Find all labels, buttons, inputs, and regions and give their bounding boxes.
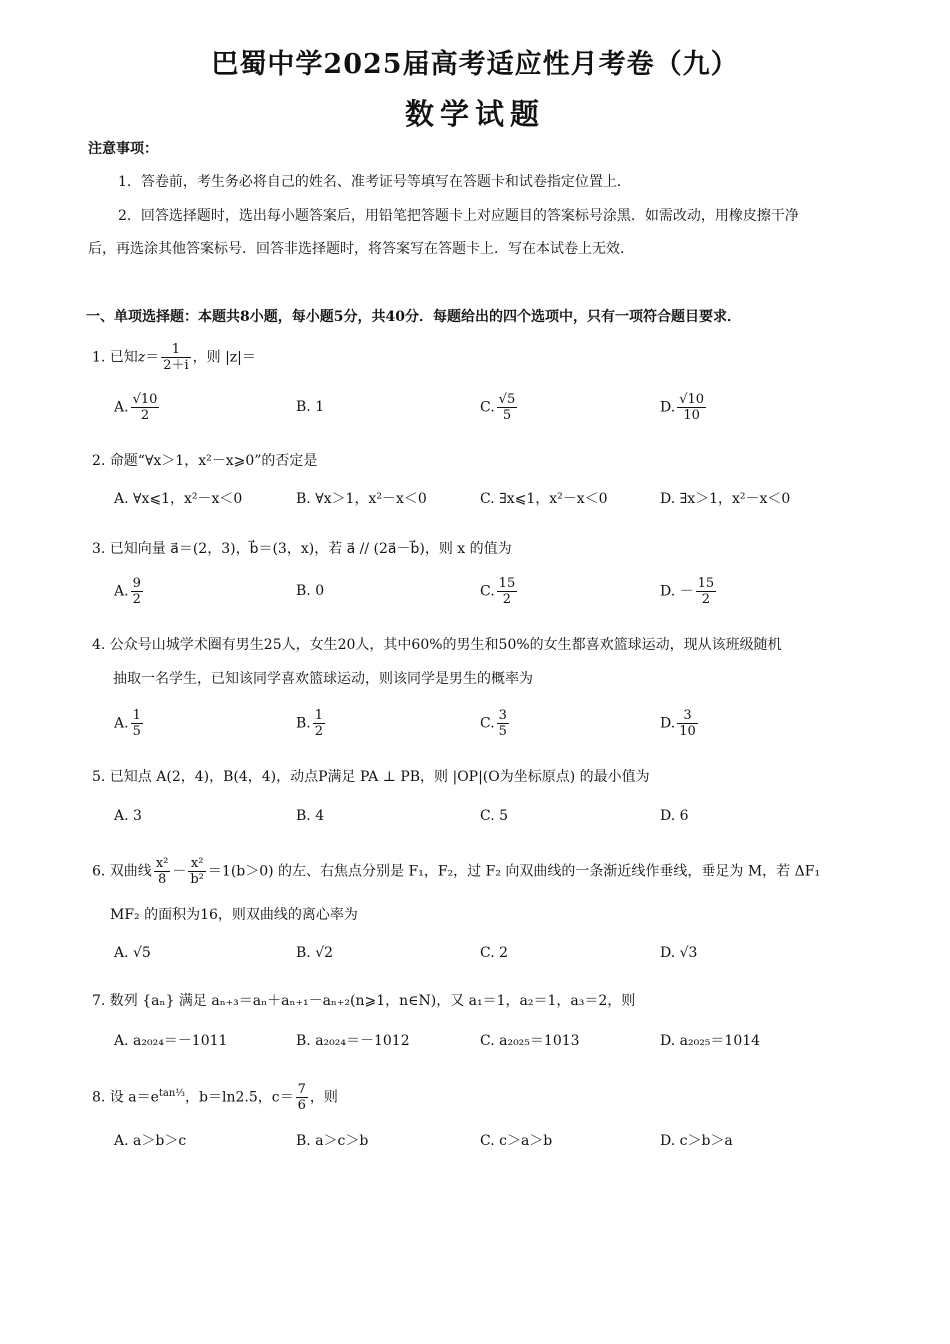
q8-option-b[interactable]: B. a＞c＞b bbox=[296, 1133, 369, 1149]
q8-option-a[interactable]: A. a＞b＞c bbox=[114, 1133, 187, 1149]
q1-option-b[interactable]: B. 1 bbox=[296, 399, 325, 415]
section-1-heading: 一、单项选择题：本题共8小题，每小题5分，共40分．每题给出的四个选项中，只有一项符合题目要求． bbox=[86, 309, 741, 325]
notice-item-2-line-1: 2．回答选择题时，选出每小题答案后，用铅笔把答题卡上对应题目的答案标号涂黑．如需改动，用橡皮擦干净 bbox=[118, 208, 799, 224]
q6-fraction-2: $\frac{\text{x²}}{\text{b²}}$ bbox=[190, 856, 204, 887]
question-4-line-2: 抽取一名学生，已知该同学喜欢篮球运动，则该同学是男生的概率为 bbox=[113, 671, 533, 687]
question-3: 3. 已知向量 a⃗＝(2，3)，b⃗＝(3，x)，若 a⃗ // (2a⃗－b⃗)，则 x 的值为 bbox=[92, 541, 512, 557]
q6-option-c[interactable]: C. 2 bbox=[480, 945, 509, 961]
q7-option-c[interactable]: C. a₂₀₂₅＝1013 bbox=[480, 1033, 580, 1049]
q4-option-b[interactable]: B. $\frac{1}{2}$ bbox=[296, 708, 324, 739]
q1-stem-b: ，则 |z|＝ bbox=[192, 349, 256, 366]
q8-option-d[interactable]: D. c＞b＞a bbox=[660, 1133, 733, 1149]
q7-option-a[interactable]: A. a₂₀₂₄＝－1011 bbox=[114, 1033, 228, 1049]
question-4-line-1: 4. 公众号山城学术圈有男生25人，女生20人，其中60%的男生和50%的女生都喜欢篮球运动，现从该班级随机 bbox=[92, 637, 782, 653]
q5-option-d[interactable]: D. 6 bbox=[660, 808, 689, 824]
question-1: 1. 已知z＝ $\frac{1}{2+i}$ ，则 |z|＝ bbox=[92, 342, 256, 373]
question-8 bbox=[92, 1082, 338, 1113]
exam-subtitle: 数学试题 bbox=[404, 97, 545, 131]
exam-title: 巴蜀中学2025届高考适应性月考卷（九） bbox=[211, 49, 739, 80]
q6-option-b[interactable]: B. √2 bbox=[296, 945, 334, 961]
q4-option-a[interactable]: A. $\frac{1}{5}$ bbox=[114, 708, 141, 739]
q3-option-b[interactable]: B. 0 bbox=[296, 583, 325, 599]
q5-option-c[interactable]: C. 5 bbox=[480, 808, 509, 824]
notice-item-1: 1．答卷前，考生务必将自己的姓名、准考证号等填写在答题卡和试卷指定位置上． bbox=[118, 174, 631, 190]
q8-stem-c: ，则 bbox=[309, 1089, 338, 1106]
q8-fraction: $\frac{7}{6}$ bbox=[297, 1082, 306, 1113]
q5-option-a[interactable]: A. 3 bbox=[114, 808, 142, 824]
q1-option-c[interactable]: C. $\frac{√5}{5}$ bbox=[480, 392, 516, 423]
q4-option-d[interactable]: D. $\frac{3}{10}$ bbox=[660, 708, 696, 739]
q6-option-a[interactable]: A. √5 bbox=[114, 945, 151, 961]
notice-heading: 注意事项： bbox=[88, 141, 158, 157]
question-7: 7. 数列 {aₙ} 满足 aₙ₊₃＝aₙ＋aₙ₊₁－aₙ₊₂(n⩾1，n∈N)，又 a₁＝1，a₂＝1，a₃＝2，则 bbox=[92, 993, 636, 1009]
q6-stem-a: 6. 双曲线 bbox=[92, 863, 152, 880]
notice-item-2-line-2: 后，再选涂其他答案标号．回答非选择题时，将答案写在答题卡上．写在本试卷上无效． bbox=[88, 241, 634, 257]
q1-option-a[interactable]: A. $\frac{√10}{2}$ bbox=[114, 392, 158, 423]
question-6-line-2: MF₂ 的面积为16，则双曲线的离心率为 bbox=[110, 907, 358, 923]
q7-option-d[interactable]: D. a₂₀₂₅＝1014 bbox=[660, 1033, 761, 1049]
q8-stem-b: ，b＝ln2.5，c＝ bbox=[185, 1089, 294, 1106]
q5-option-b[interactable]: B. 4 bbox=[296, 808, 325, 824]
question-6-line-1: 6. 双曲线 $\frac{\text{x²}}{8}$ － $\frac{\text{x²}}{\text{b²}}$ ＝1(b＞0) 的左、右焦点分别是 F₁，F₂，过 F₂ 向双曲线的一条渐近线作垂线，垂足为 M，若 ΔF₁ bbox=[92, 856, 821, 887]
q8-stem-a: 8. 设 a＝e bbox=[92, 1089, 159, 1106]
question-2: 2. 命题“∀x＞1，x²－x⩾0”的否定是 bbox=[92, 453, 318, 469]
q1-fraction: $\frac{1}{2+i}$ bbox=[163, 342, 189, 373]
q3-option-a[interactable]: A. $\frac{9}{2}$ bbox=[114, 576, 141, 607]
q6-option-d[interactable]: D. √3 bbox=[660, 945, 698, 961]
q2-option-b[interactable]: B. ∀x＞1，x²－x＜0 bbox=[296, 491, 427, 507]
q2-option-d[interactable]: D. ∃x＞1，x²－x＜0 bbox=[660, 491, 791, 507]
q4-option-c[interactable]: C. $\frac{3}{5}$ bbox=[480, 708, 507, 739]
q6-stem-b: ＝1(b＞0) 的左、右焦点分别是 F₁，F₂，过 F₂ 向双曲线的一条渐近线作垂线，垂足为 M，若 ΔF₁ bbox=[207, 863, 821, 880]
q3-option-d[interactable]: D. － $\frac{15}{2}$ bbox=[660, 576, 715, 607]
q2-option-c[interactable]: C. ∃x⩽1，x²－x＜0 bbox=[480, 491, 608, 507]
q1-option-d[interactable]: D. $\frac{√10}{10}$ bbox=[660, 392, 705, 423]
q7-option-b[interactable]: B. a₂₀₂₄＝－1012 bbox=[296, 1033, 410, 1049]
q3-option-c[interactable]: C. $\frac{15}{2}$ bbox=[480, 576, 516, 607]
q8-exponent: tan⅓ bbox=[158, 1087, 186, 1099]
q1-stem-a: 1. 已知 bbox=[92, 349, 138, 366]
question-5: 5. 已知点 A(2，4)，B(4，4)，动点P满足 PA ⊥ PB，则 |OP|(O为坐标原点) 的最小值为 bbox=[92, 769, 650, 785]
q2-option-a[interactable]: A. ∀x⩽1，x²－x＜0 bbox=[114, 491, 243, 507]
q8-option-c[interactable]: C. c＞a＞b bbox=[480, 1133, 553, 1149]
q6-fraction-1: $\frac{\text{x²}}{8}$ bbox=[155, 856, 169, 887]
